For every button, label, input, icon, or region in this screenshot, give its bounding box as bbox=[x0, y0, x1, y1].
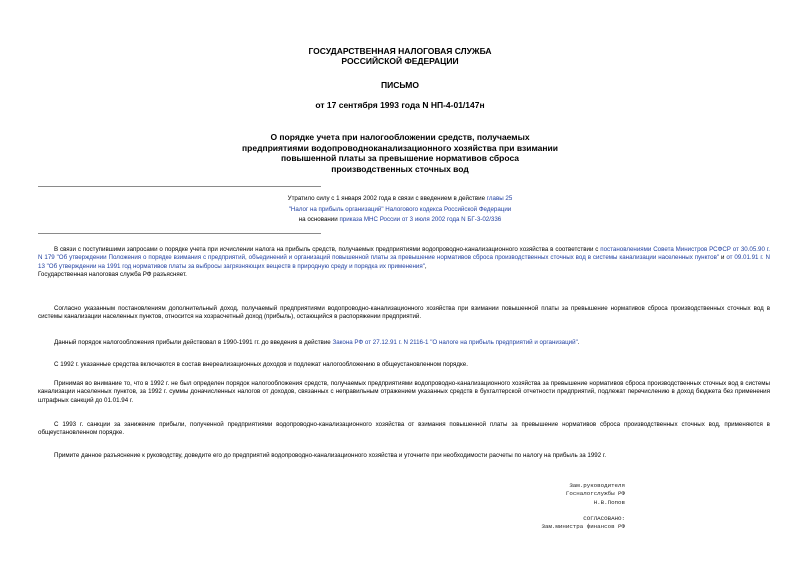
paragraph-text: и bbox=[719, 254, 727, 262]
paragraph-6 bbox=[38, 421, 770, 438]
paragraph-text: Данный порядок налогообложения прибыли действовал в 1990-1991 гг. до введения в действие bbox=[54, 339, 333, 346]
paragraph-text: отчетности предприятий, подлежат перечислению в доход бюджета без применения штрафных санкций до 01.01.94 г. bbox=[38, 388, 770, 404]
approval-block bbox=[470, 515, 625, 532]
paragraph-7: Примите данное разъяснение к руководству, доведите его до предприятий водопроводно-канализационного хозяйства и уточните при необходимости расчеты по налогу на прибыль за 1992 г. bbox=[54, 452, 607, 459]
approval-line: Зам.министра финансов РФ bbox=[541, 523, 625, 531]
resolution-179-link[interactable]: постановлениями Совета bbox=[600, 246, 674, 253]
paragraph-text: В связи с поступившими запросами о порядке учета при исчислении налога на прибыль средств, получаемых предприятиями водопроводно-канализационного хозяйства в соответствии с bbox=[54, 246, 601, 253]
title-line: производственных сточных вод bbox=[331, 163, 469, 174]
agency-line-2: РОССИЙСКОЙ ФЕДЕРАЦИИ bbox=[341, 56, 459, 66]
status-note-text: на основании bbox=[298, 216, 340, 223]
paragraph-5 bbox=[38, 380, 770, 405]
issuing-agency bbox=[150, 46, 650, 66]
divider-top bbox=[38, 186, 321, 187]
paragraph-4: С 1992 г. указанные средства включаются в состав внереализационных доходов и подлежат налогообложению в общеустановленном порядке. bbox=[54, 361, 468, 368]
approval-line: СОГЛАСОВАНО: bbox=[583, 515, 625, 522]
paragraph-text: производственных сточных вод в системы канализации населенных пунктов, относится на хозрасчетный доход (прибыль), остающийся в распоряжении предприятий. bbox=[38, 305, 770, 321]
paragraph-text: производственных сточных вод в системы канализации населенных пунктов, за 1992 г. суммы доначисленных налогов от доходов, связанных с неправильным отражением указанных средств в бухгалтерской bbox=[38, 380, 770, 396]
paragraph-text: С 1993 г. санкции за занижение прибыли, полученной предприятиями водопроводно-канализационного хозяйства от взимания повышенной платы за превышение нормативов сброса производственных сточных bbox=[54, 421, 705, 428]
divider-bottom bbox=[38, 233, 321, 234]
paragraph-text: Согласно указанным постановлениям дополнительный доход, получаемый предприятиями водопроводно-канализационного хозяйства при взимании повышенной платы за превышение нормативов сброса bbox=[54, 305, 668, 312]
paragraph-2 bbox=[38, 305, 770, 322]
tax-code-link[interactable]: "Налог на прибыль организаций" Налогового кодекса Российской Федерации bbox=[288, 205, 512, 213]
document-title bbox=[160, 132, 640, 174]
paragraph-3 bbox=[38, 339, 770, 347]
mns-order-link[interactable]: приказа МНС России от 3 июля 2002 года N БГ-3-02/336 bbox=[339, 216, 502, 223]
status-note-text: Утратило силу с 1 января 2002 года в связи с введением в действие bbox=[287, 195, 487, 202]
resolution-13-link[interactable]: от 09.01.91 г. N 13 "Об утверждении на 1991 год нормативов платы за выбросы загрязняющих веществ в природную среду и порядка их применения" bbox=[38, 254, 770, 270]
law-2116-1-link[interactable]: Закона РФ от 27.12.91 г. N 2116-1 "О налоге на прибыль предприятий и организаций" bbox=[332, 339, 578, 346]
paragraph-text: Принимая во внимание то, что в 1992 г. не был определен порядок налогообложения средств, получаемых предприятиями водопроводно-канализационного хозяйства за превышение нормативов сброса bbox=[54, 380, 646, 387]
title-line: предприятиями водопроводноканализационного хозяйства при взимании bbox=[242, 142, 558, 153]
agency-line-1: ГОСУДАРСТВЕННАЯ НАЛОГОВАЯ СЛУЖБА bbox=[308, 46, 492, 56]
paragraph-text: вод, применяются в общеустановленном порядке. bbox=[38, 421, 770, 437]
resolution-179-link[interactable]: вод в системы канализации населенных пунктов" bbox=[575, 254, 720, 262]
document-type: ПИСЬМО bbox=[381, 80, 419, 90]
signature-line: Зам.руководителя bbox=[569, 482, 625, 489]
title-line: повышенной платы за превышение нормативов сброса bbox=[281, 153, 519, 163]
signature-line: Н.В.Попов bbox=[593, 498, 625, 506]
paragraph-text: . bbox=[577, 339, 580, 346]
chapter-25-link[interactable]: главы 25 bbox=[486, 195, 513, 202]
paragraph-1 bbox=[38, 246, 770, 280]
resolution-179-link[interactable]: Министров РСФСР от 30.05.90 г. N 179 "Об утверждении Положения о порядке взимания с предприятий, объединений и организаций повышенной платы за превышение нормативов сброса производственных сточных bbox=[38, 246, 770, 262]
status-note bbox=[180, 194, 620, 226]
paragraph-text: , bbox=[424, 262, 427, 270]
signature-line: Госналогслужбы РФ bbox=[565, 490, 625, 498]
title-line: О порядке учета при налогообложении средств, получаемых bbox=[270, 132, 530, 142]
signature-block bbox=[470, 482, 625, 507]
paragraph-text: Государственная налоговая служба РФ разъясняет. bbox=[38, 271, 187, 279]
document-date-number: от 17 сентября 1993 года N НП-4-01/147н bbox=[315, 100, 485, 110]
